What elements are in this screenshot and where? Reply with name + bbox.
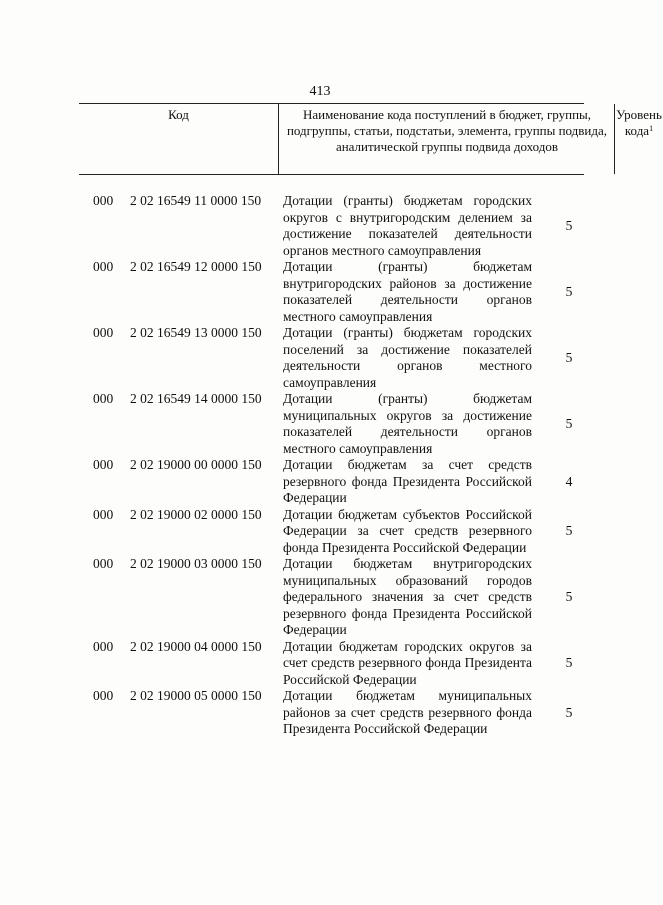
code-level: 5	[565, 218, 573, 233]
header-level-footnote: 1	[649, 124, 654, 133]
income-name: Дотации бюджетам внутригородских муниципальных образований городов федерального значения за счет средств резервного фонда Президента Российской Федерации	[283, 556, 532, 637]
code-level: 5	[565, 523, 573, 539]
admin-code: 000	[93, 506, 114, 522]
income-code: 2 02 16549 11 0000 150	[130, 193, 262, 208]
income-name: Дотации (гранты) бюджетам городских поселений за достижение показателей деятельности органов местного самоуправления	[283, 325, 532, 390]
income-code: 2 02 19000 02 0000 150	[130, 506, 262, 522]
income-name: Дотации бюджетам муниципальных районов за счет средств резервного фонда Президента Российской Федерации	[283, 688, 532, 736]
table-row	[0, 193, 640, 259]
admin-code: 000	[93, 391, 114, 406]
table-row	[0, 688, 640, 738]
table-row	[0, 507, 640, 557]
header-code: Код	[168, 107, 189, 122]
admin-code: 000	[93, 457, 114, 472]
table-row	[0, 556, 640, 639]
income-code: 2 02 19000 04 0000 150	[130, 638, 262, 654]
table-body	[0, 193, 640, 738]
header-level-label: Уровень кода	[616, 107, 662, 138]
table-row	[0, 391, 640, 457]
page-number: 413	[309, 84, 331, 99]
code-level: 5	[565, 416, 573, 431]
admin-code: 000	[93, 193, 114, 208]
header-name: Наименование кода поступлений в бюджет, группы, подгруппы, статьи, подстатьи, элемента, группы подвида, аналитической группы подвида доходов	[278, 104, 615, 174]
income-code: 2 02 16549 12 0000 150	[130, 259, 262, 274]
admin-code: 000	[93, 325, 114, 340]
table-row	[0, 325, 640, 391]
table-row	[0, 259, 640, 325]
income-name: Дотации бюджетам субъектов Российской Федерации за счет средств резервного фонда Президента Российской Федерации	[283, 506, 532, 555]
code-level: 5	[565, 284, 573, 299]
income-code: 2 02 19000 00 0000 150	[130, 457, 262, 472]
income-code: 2 02 19000 05 0000 150	[130, 688, 262, 703]
header-level	[614, 104, 663, 174]
code-level: 5	[565, 350, 573, 365]
income-name: Дотации бюджетам городских округов за счет средств резервного фонда Президента Российской Федерации	[283, 638, 532, 687]
income-code: 2 02 16549 13 0000 150	[130, 325, 262, 340]
income-name: Дотации (гранты) бюджетам внутригородских районов за достижение показателей деятельности органов местного самоуправления	[283, 259, 532, 324]
code-level: 5	[565, 704, 573, 720]
admin-code: 000	[93, 259, 114, 274]
admin-code: 000	[93, 556, 114, 571]
table-header	[79, 103, 662, 175]
table-row	[0, 639, 640, 689]
code-level: 5	[565, 589, 573, 605]
admin-code: 000	[93, 638, 114, 654]
code-level: 5	[565, 655, 573, 671]
table-row	[0, 457, 640, 507]
income-code: 2 02 16549 14 0000 150	[130, 391, 262, 406]
income-name: Дотации (гранты) бюджетам муниципальных округов за достижение показателей деятельности органов местного самоуправления	[283, 391, 532, 456]
income-code: 2 02 19000 03 0000 150	[130, 556, 262, 571]
income-name: Дотации бюджетам за счет средств резервного фонда Президента Российской Федерации	[283, 457, 532, 505]
admin-code: 000	[93, 688, 114, 703]
code-level: 4	[565, 473, 573, 489]
income-name: Дотации (гранты) бюджетам городских округов с внутригородским делением за достижение показателей деятельности органов местного самоуправления	[283, 193, 532, 258]
